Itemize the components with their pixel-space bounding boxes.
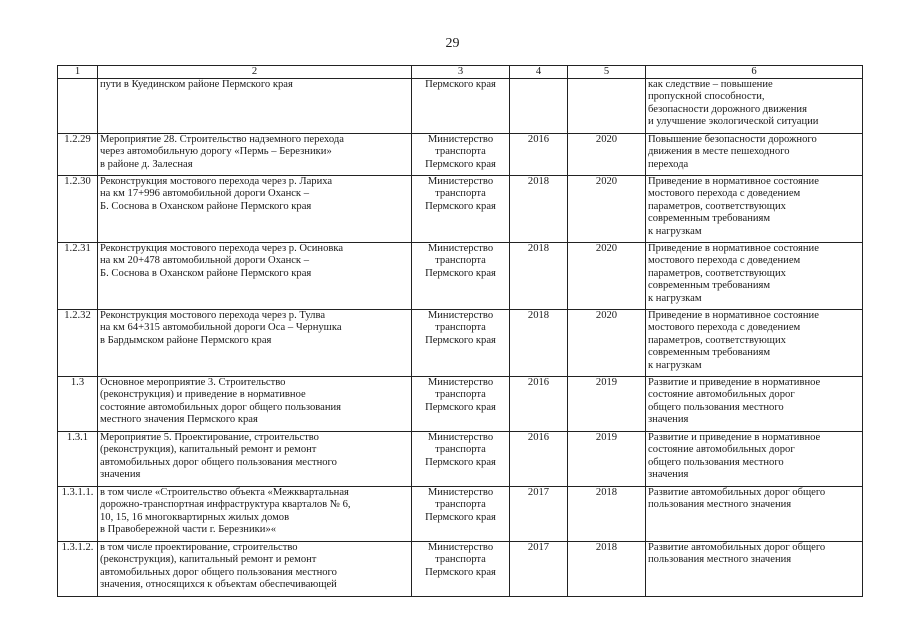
end-year: 2019: [568, 432, 646, 487]
item-number: 1.3.1: [58, 432, 98, 487]
start-year: 2018: [510, 243, 568, 310]
executor: Министерство транспорта Пермского края: [412, 134, 510, 176]
header-cell: 6: [646, 66, 863, 79]
table-row: [58, 134, 863, 176]
expected-result: Развитие автомобильных дорог общего пользования местного значения: [646, 542, 863, 597]
executor: Министерство транспорта Пермского края: [412, 377, 510, 432]
item-name: Реконструкция мостового перехода через р. Лариха на км 17+996 автомобильной дороги Оханск – Б. Соснова в Оханском районе Пермского края: [98, 176, 412, 243]
expected-result: Развитие и приведение в нормативное состояние автомобильных дорог общего пользования местного значения: [646, 432, 863, 487]
start-year: 2017: [510, 542, 568, 597]
expected-result: Приведение в нормативное состояние мостового перехода с доведением параметров, соответствующих современным требованиям к нагрузкам: [646, 176, 863, 243]
item-name: Мероприятие 28. Строительство надземного перехода через автомобильную дорогу «Пермь – Березники» в районе д. Залесная: [98, 134, 412, 176]
start-year: [510, 79, 568, 134]
table-row: [58, 432, 863, 487]
executor: Министерство транспорта Пермского края: [412, 542, 510, 597]
item-name: Основное мероприятие 3. Строительство (реконструкция) и приведение в нормативное состояние автомобильных дорог общего пользования местного значения Пермского края: [98, 377, 412, 432]
executor: Министерство транспорта Пермского края: [412, 243, 510, 310]
item-number: 1.2.31: [58, 243, 98, 310]
expected-result: Приведение в нормативное состояние мостового перехода с доведением параметров, соответствующих современным требованиям к нагрузкам: [646, 243, 863, 310]
item-name: Мероприятие 5. Проектирование, строительство (реконструкция), капитальный ремонт и ремонт автомобильных дорог общего пользования местного значения: [98, 432, 412, 487]
table-row: [58, 377, 863, 432]
header-cell: 5: [568, 66, 646, 79]
start-year: 2016: [510, 377, 568, 432]
item-number: 1.2.32: [58, 310, 98, 377]
item-number: 1.2.29: [58, 134, 98, 176]
executor: Министерство транспорта Пермского края: [412, 487, 510, 542]
item-name: в том числе «Строительство объекта «Межквартальная дорожно-транспортная инфраструктура кварталов № 6, 10, 15, 16 многоквартирных жилых домов в Правобережной части г. Березники»«: [98, 487, 412, 542]
executor: Министерство транспорта Пермского края: [412, 310, 510, 377]
end-year: 2018: [568, 542, 646, 597]
end-year: 2020: [568, 310, 646, 377]
expected-result: Приведение в нормативное состояние мостового перехода с доведением параметров, соответствующих современным требованиям к нагрузкам: [646, 310, 863, 377]
item-number: 1.3: [58, 377, 98, 432]
table-row: [58, 176, 863, 243]
table-row: [58, 310, 863, 377]
expected-result: Развитие и приведение в нормативное состояние автомобильных дорог общего пользования местного значения: [646, 377, 863, 432]
start-year: 2016: [510, 432, 568, 487]
header-cell: 4: [510, 66, 568, 79]
start-year: 2018: [510, 176, 568, 243]
start-year: 2017: [510, 487, 568, 542]
table-row: [58, 487, 863, 542]
table-row: [58, 243, 863, 310]
table-row: [58, 542, 863, 597]
expected-result: Развитие автомобильных дорог общего пользования местного значения: [646, 487, 863, 542]
executor: Министерство транспорта Пермского края: [412, 176, 510, 243]
item-name: пути в Куединском районе Пермского края: [98, 79, 412, 134]
header-cell: 2: [98, 66, 412, 79]
program-table: [57, 65, 863, 597]
start-year: 2016: [510, 134, 568, 176]
header-cell: 3: [412, 66, 510, 79]
start-year: 2018: [510, 310, 568, 377]
item-number: 1.2.30: [58, 176, 98, 243]
expected-result: как следствие – повышение пропускной способности, безопасности дорожного движения и улучшение экологической ситуации: [646, 79, 863, 134]
header-row: [58, 66, 863, 79]
executor: Министерство транспорта Пермского края: [412, 432, 510, 487]
end-year: [568, 79, 646, 134]
end-year: 2020: [568, 134, 646, 176]
item-number: 1.3.1.1.: [58, 487, 98, 542]
expected-result: Повышение безопасности дорожного движения в месте пешеходного перехода: [646, 134, 863, 176]
table-row: [58, 79, 863, 134]
header-cell: 1: [58, 66, 98, 79]
executor: Пермского края: [412, 79, 510, 134]
end-year: 2018: [568, 487, 646, 542]
end-year: 2020: [568, 176, 646, 243]
item-name: Реконструкция мостового перехода через р. Осиновка на км 20+478 автомобильной дороги Оханск – Б. Соснова в Оханском районе Пермского края: [98, 243, 412, 310]
page-number: 29: [445, 36, 460, 51]
end-year: 2019: [568, 377, 646, 432]
end-year: 2020: [568, 243, 646, 310]
item-name: в том числе проектирование, строительство (реконструкция), капитальный ремонт и ремонт автомобильных дорог общего пользования местного значения, относящихся к объектам обеспечивающей: [98, 542, 412, 597]
item-number: [58, 79, 98, 134]
item-number: 1.3.1.2.: [58, 542, 98, 597]
item-name: Реконструкция мостового перехода через р. Тулва на км 64+315 автомобильной дороги Оса – Чернушка в Бардымском районе Пермского края: [98, 310, 412, 377]
